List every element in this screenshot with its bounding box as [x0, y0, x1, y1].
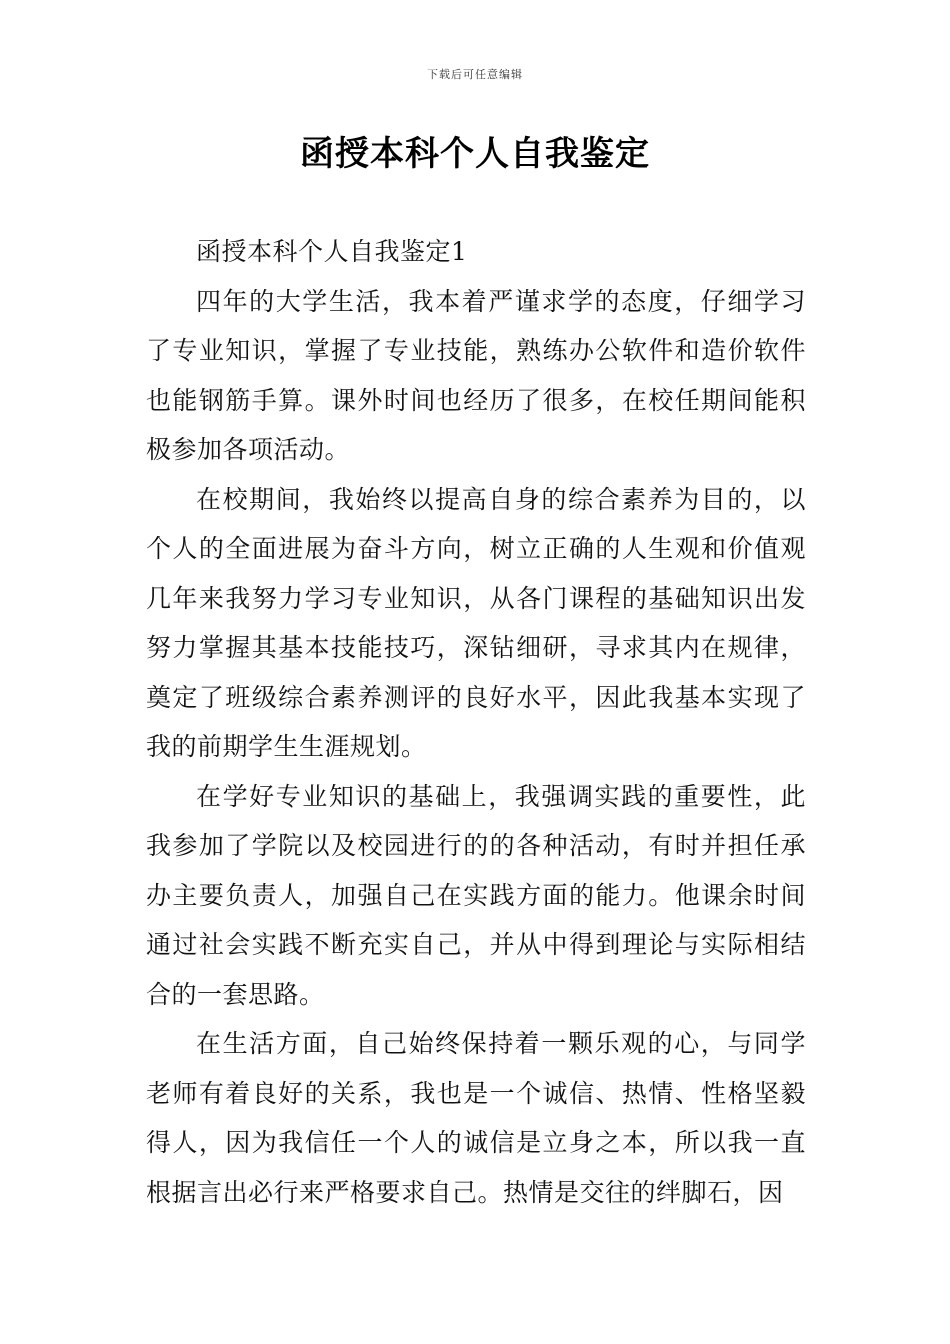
- section-heading: 函授本科个人自我鉴定1: [196, 237, 468, 266]
- document-title: 函授本科个人自我鉴定: [300, 134, 650, 174]
- paragraph: 在学好专业知识的基础上，我强调实践的重要性，此我参加了学院以及校园进行的的各种活动，有时并担任承办主要负责人，加强自己在实践方面的能力。他课余时间通过社会实践不断充实自己，并从中得到理论与实际相结合的一套思路。: [146, 781, 806, 1009]
- header-note: 下载后可任意编辑: [427, 68, 523, 81]
- paragraph: 四年的大学生活，我本着严谨求学的态度，仔细学习了专业知识，掌握了专业技能，熟练办公软件和造价软件也能钢筋手算。课外时间也经历了很多，在校任期间能积极参加各项活动。: [146, 286, 806, 464]
- document-body: [146, 227, 806, 1217]
- paragraph: 在生活方面，自己始终保持着一颗乐观的心，与同学老师有着良好的关系，我也是一个诚信、热情、性格坚毅得人，因为我信任一个人的诚信是立身之本，所以我一直根据言出必行来严格要求自己。热情是交往的绊脚石，因: [146, 1029, 806, 1207]
- paragraph: 在校期间，我始终以提高自身的综合素养为目的，以个人的全面进展为奋斗方向，树立正确的人生观和价值观几年来我努力学习专业知识，从各门课程的基础知识出发努力掌握其基本技能技巧，深钻细研，寻求其内在规律，奠定了班级综合素养测评的良好水平，因此我基本实现了我的前期学生生涯规划。: [146, 484, 806, 761]
